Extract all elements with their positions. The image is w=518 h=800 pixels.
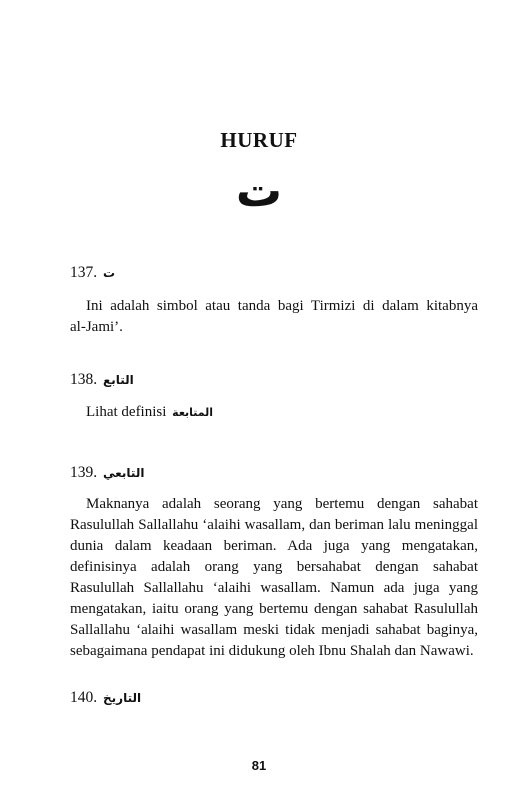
text-line: Rasulullah Sallallahu ‘alaihi wasallam. Namun ada juga yang [70,580,478,596]
entry-138-see-also [86,402,213,423]
entry-138-heading [70,370,134,390]
text-line: al-Jami’. [70,319,123,335]
page-number: 81 [251,758,267,773]
text-line: Ini adalah simbol atau tanda bagi Tirmizi di dalam kitabnya [86,298,478,314]
text-line: dunia dalam keadaan beriman. Ada juga yang mengatakan, [70,538,478,554]
entry-term: التابعي [103,466,145,480]
chapter-letter: ت [235,163,283,217]
text-line: mengatakan, iaitu orang yang bertemu dengan sahabat Rasulullah [70,601,478,617]
chapter-heading: HURUF [220,128,298,152]
entry-139-heading [70,463,144,483]
entry-term: التابع [103,373,134,387]
entry-number: 137. [70,264,98,281]
entry-number: 139. [70,464,98,481]
entry-number: 140. [70,689,98,706]
text-line: Rasulullah Sallallahu ‘alaihi wasallam, dan beriman lalu meninggal [70,517,478,533]
entry-137-heading [70,263,115,283]
see-label: Lihat definisi [86,404,167,420]
text-line: Maknanya adalah seorang yang bertemu dengan sahabat [86,496,478,512]
text-line: sebagaimana pendapat ini didukung oleh Ibnu Shalah dan Nawawi. [70,643,474,659]
text-line: definisinya adalah orang yang bersahabat dengan sahabat [70,559,478,575]
see-term: المتابعة [172,406,214,419]
text-line: Sallallahu ‘alaihi wasallam meski tidak menjadi sahabat baginya, [70,622,478,638]
entry-term: ت [103,266,116,280]
entry-137-definition [70,296,478,338]
entry-140-heading [70,688,141,708]
entry-139-definition [70,494,478,662]
entry-term: التاريخ [103,691,142,705]
entry-number: 138. [70,371,98,388]
